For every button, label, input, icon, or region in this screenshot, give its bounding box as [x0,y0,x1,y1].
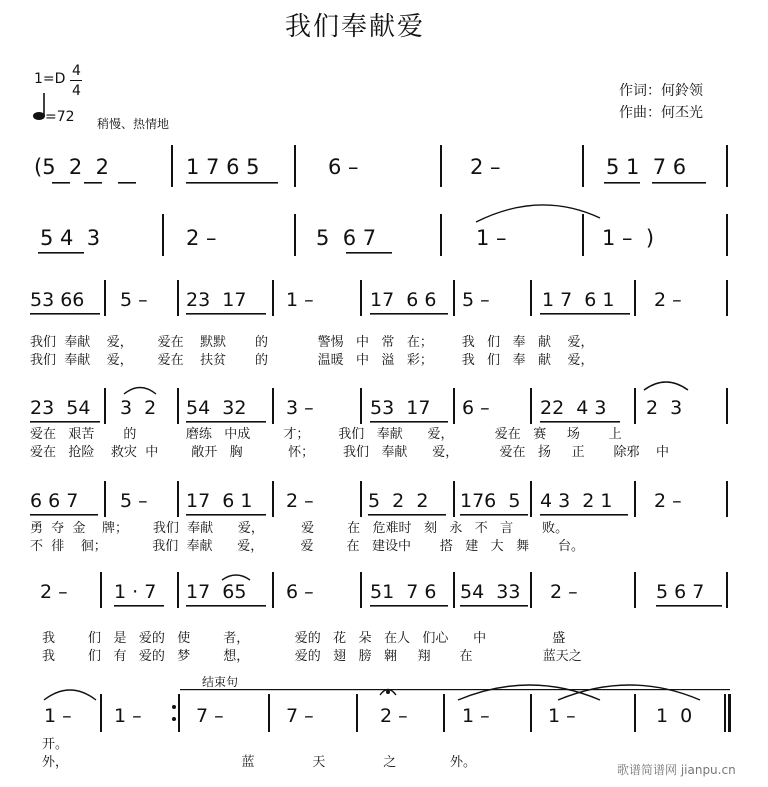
time-signature-bottom: 4 [72,83,81,99]
measure: 1 – [114,705,142,727]
lyric-verse-1: 我们 奉献 爱， 爱在 默默 的 警惕 中 常 在； 我 们 奉 献 爱， [30,335,594,350]
measure: 5 4 3 [40,226,101,250]
measure: 1 – [286,289,314,311]
measure: 2 – [286,490,314,512]
measure: 2 – [40,581,68,603]
composer-credit: 作曲：何丕光 [619,105,703,121]
lyric-verse-2: 不 徘 徊； 我们 奉献 爱， 爱 在 建设中 搭 建 大 舞 台。 [30,539,584,554]
measure: 3 2 [120,397,157,419]
measure: 6 – [328,155,359,179]
measure: 1 – [548,705,576,727]
site-watermark: 歌谱简谱网 jianpu.cn [617,763,736,777]
measure: 2 – [470,155,501,179]
measure: 2 – [654,289,682,311]
measure: 17 6 1 [186,490,253,512]
lyricist-credit: 作词：何鈴领 [619,83,703,99]
tempo: =72 [45,109,75,125]
measure: 2 – [550,581,578,603]
time-signature-top: 4 [72,63,81,79]
measure: 6 – [286,581,314,603]
lyric-verse-2: 我们 奉献 爱， 爱在 扶贫 的 温暖 中 溢 彩； 我 们 奉 献 爱， [30,353,594,368]
measure: 2 – [186,226,217,250]
measure: 1 – [476,226,507,250]
measure: 1 – ) [602,226,655,250]
measure: 23 54 [30,397,91,419]
measure: 5 – [462,289,490,311]
measure: 176 5 [460,490,521,512]
measure: 23 17 [186,289,247,311]
lyric-verse-2: 我 们 有 爱的 梦 想， 爱的 翅 膀 翱 翔 在 蓝天之 [42,649,582,664]
lyric-verse-1: 开。 [42,737,69,752]
measure: 5 1 7 6 [606,155,687,179]
measure: 2 – [380,705,408,727]
measure: 1 7 6 5 [186,155,260,179]
measure: 7 – [286,705,314,727]
measure: 5 2 2 [368,490,429,512]
measure: (5 2 2 [34,155,109,179]
measure: 6 6 7 [30,490,79,512]
coda-label: 结束句 [202,675,239,689]
lyric-verse-1: 勇 夺 金 牌； 我们 奉献 爱， 爱 在 危难时 刻 永 不 言 败。 [30,521,569,536]
measure: 1 0 [656,705,693,727]
measure: 53 17 [370,397,431,419]
measure: 17 65 [186,581,247,603]
measure: 2 – [654,490,682,512]
measure: 5 6 7 [316,226,377,250]
lyric-verse-2: 爱在 抢险 救灾 中 敞开 胸 怀； 我们 奉献 爱， 爱在 扬 正 除邪 中 [30,445,670,460]
measure: 1 – [44,705,72,727]
measure: 2 3 [646,397,683,419]
measure: 22 4 3 [540,397,607,419]
measure: 5 – [120,490,148,512]
song-title: 我们奉献爱 [285,12,426,42]
measure: 5 – [120,289,148,311]
measure: 54 32 [186,397,247,419]
expression-marking: 稍慢、热情地 [97,117,170,131]
lyric-verse-1: 爱在 艰苦 的 磨练 中成 才； 我们 奉献 爱， 爱在 赛 场 上 [30,427,622,442]
lyric-verse-1: 我 们 是 爱的 使 者， 爱的 花 朵 在人 们心 中 盛 [42,631,566,646]
measure: 53 66 [30,289,85,311]
measure: 7 – [196,705,224,727]
measure: 4 3 2 1 [540,490,613,512]
measure: 6 – [462,397,490,419]
key-signature: 1=D [34,71,66,87]
measure: 5 6 7 [656,581,705,603]
measure: 1 7 6 1 [542,289,615,311]
measure: 3 – [286,397,314,419]
measure: 51 7 6 [370,581,437,603]
measure: 1 – [462,705,490,727]
lyric-verse-2: 外， 蓝 天 之 外。 [42,755,476,770]
measure: 1 · 7 [114,581,157,603]
measure: 17 6 6 [370,289,437,311]
measure: 54 33 [460,581,521,603]
